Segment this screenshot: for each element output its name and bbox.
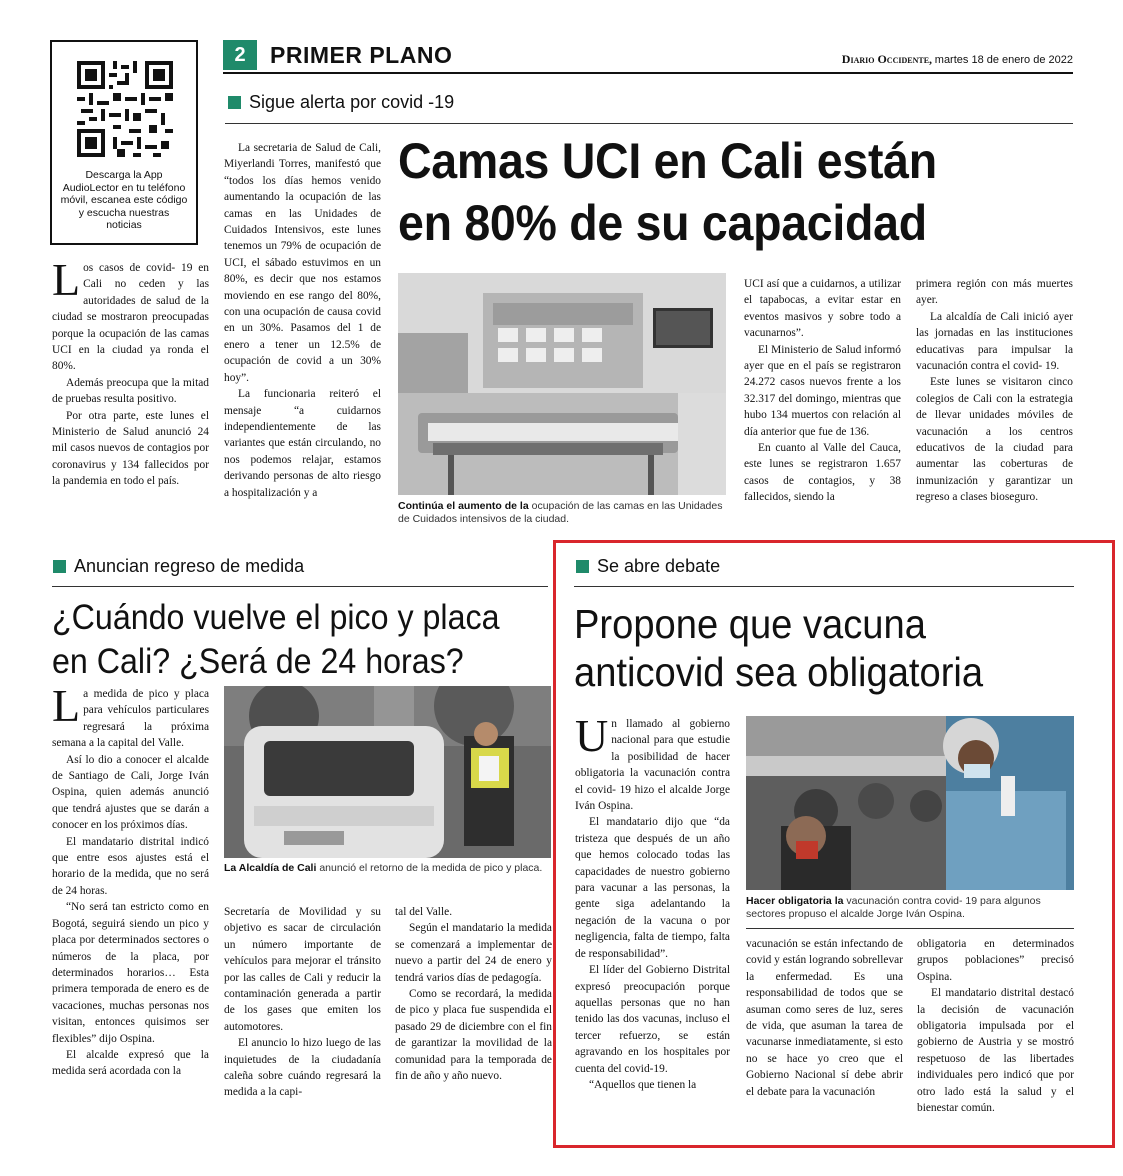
story3-caption-rest: vacunación contra covid- 19 para algunos sectores propuso el alcalde Jorge Iván Ospina. [746, 895, 1041, 920]
section-title: PRIMER PLANO [270, 42, 453, 68]
story2-col2 [224, 904, 381, 1101]
story3-col3-p1: obligatoria en determinados grupos poblaciones” precisó Ospina. [917, 938, 1074, 983]
story3-caption-bold: Hacer obligatoria la [746, 895, 844, 907]
story3-col3 [917, 936, 1074, 1116]
story2-col2-p2: El anuncio lo hizo luego de las inquietudes de la ciudadanía caleña sobre cuándo regresará la medida a la capi- [224, 1037, 381, 1099]
story1-col1-p2: Además preocupa que la mitad de pruebas resulta positivo. [52, 376, 209, 406]
story1-col3-p2: El Ministerio de Salud informó ayer que en el país se registraron 24.272 casos nuevos frente a los 32.317 del domingo, mientras que hubo 134 muertos con relación al día anterior que fue de 136. [744, 343, 901, 438]
square-bullet-icon [576, 560, 589, 573]
story2-col1 [52, 680, 209, 1080]
header-rule [223, 72, 1073, 74]
story2-dropcap: L [52, 680, 81, 731]
story2-headline [52, 596, 499, 684]
story3-col3-p2: El mandatario distrital destacó la decisión de vacunación obligatoria impulsada por el gobierno de Austria y se mostró respetuoso de las libertades individuales pero indicó que por otro lado está la salud y el bienestar común. [917, 987, 1074, 1115]
story3-col2-p1: vacunación se están infectando de covid y están logrando sobrellevar la enfermedad. Es una responsabilidad de todos que se asuman como seres de luz, seres de vida, que asuman la tarea de vacunarse inmediatamente, si esto no se hace yo creo que el Gobierno Nacional sí debe abrir el debate para la vacunación [746, 938, 903, 1098]
story1-kicker [228, 92, 454, 113]
vaccination-image [746, 716, 1074, 890]
story2-col1-p2: Así lo dio a conocer el alcalde de Santiago de Cali, Jorge Iván Ospina, quien además anunció que tendrá ajustes que se darán a conocer en los próximos días. [52, 753, 209, 832]
story2-caption-rest: anunció el retorno de la medida de pico y placa. [316, 862, 543, 874]
story1-kicker-text: Sigue alerta por covid -19 [249, 92, 455, 112]
qr-caption: Descarga la App AudioLector en tu teléfono móvil, escanea este código y escucha nuestras noticias [60, 169, 188, 231]
story2-kicker-rule [52, 586, 548, 587]
square-bullet-icon [228, 96, 241, 109]
story1-photo-caption [398, 500, 728, 526]
story2-col1-p4: “No será tan estricto como en Bogotá, seguirá siendo un pico y placa por determinados sectores o números de la placa, por determinados horarios… Esta primera temporada de enero es de vacaciones, muchas personas nos visitan, entonces quisimos ser flexibles” dijo Ospina. [52, 901, 209, 1045]
story2-col3-p3: Como se recordará, la medida de pico y placa fue suspendida el pasado 29 de diciembre con el fin de garantizar la movilidad de la comunidad para la temporada de fin de año y año nuevo. [395, 988, 552, 1083]
story3-photo-caption [746, 895, 1076, 921]
story2-photo-caption [224, 862, 552, 875]
story1-dropcap: L [52, 254, 81, 305]
square-bullet-icon [53, 560, 66, 573]
story1-photo [398, 273, 726, 495]
story2-col1-p3: El mandatario distrital indicó que entre esos ajustes está el horario de la medida, que no será de 24 horas. [52, 835, 209, 897]
qr-box [50, 40, 198, 245]
story3-col1-p2: El mandatario dijo que “da tristeza que después de un año que hemos colocado todas las capacidades de nuestro gobierno para vacunar a las personas, la gente siga adelantando la negación de la vacuna o por negligencia, falta de tiempo, falta de responsabilidad”. [575, 816, 730, 960]
story1-headline [398, 130, 937, 254]
story3-kicker [576, 556, 720, 577]
hospital-bed-image [398, 273, 726, 495]
story1-col4-p2: La alcaldía de Cali inició ayer las jornadas en las instituciones educativas para impulsar la vacunación contra el covid- 19. [916, 310, 1073, 373]
story1-col1-p3: Por otra parte, este lunes el Ministerio de Salud anunció 24 mil casos nuevos de contagios por coronavirus y 134 fallecidos por la pandemia en todo el país. [52, 409, 209, 488]
story3-col1 [575, 710, 730, 1093]
story3-col1-p4: “Aquellos que tienen la [589, 1078, 697, 1091]
story3-col2 [746, 936, 903, 1100]
story2-col3-p1: tal del Valle. [395, 906, 453, 918]
story1-col3 [744, 276, 901, 506]
story2-kicker-text: Anuncian regreso de medida [74, 556, 305, 576]
story3-headline-line2: anticovid sea obligatoria [574, 649, 984, 695]
story2-kicker [53, 556, 304, 577]
page-number-badge [223, 40, 257, 70]
story1-col2-p2: La funcionaria reiteró el mensaje “a cuidarnos independientemente de las variantes que están circulando, no nos podemos relajar, estamos derivando personas de alto riesgo a hospitalización y a [224, 388, 381, 499]
masthead-dateline [770, 52, 1073, 67]
story1-col3-p1: UCI así que a cuidarnos, a utilizar el tapabocas, a evitar estar en eventos masivos y sobre todo a vacunarnos”. [744, 278, 901, 340]
story1-col4-p1: primera región con más muertes ayer. [916, 278, 1073, 307]
story1-headline-line1: Camas UCI en Cali están [398, 133, 937, 189]
story1-caption-rest: ocupación de las camas en las Unidades de Cuidados intensivos de la ciudad. [398, 500, 723, 525]
qr-code-icon [77, 54, 173, 164]
story1-col4-p3: Este lunes se visitaron cinco colegios de Cali con la estrategia de llevar unidades móviles de vacunación a los centros educativos de la ciudad para aumentar las coberturas de inmunización y garantizar un regreso a clases bioseguro. [916, 376, 1073, 504]
story2-col1-p5: El alcalde expresó que la medida será acordada con la [52, 1048, 209, 1078]
story1-col1-p1: os casos de covid- 19 en Cali no ceden y las autoridades de salud de la ciudad se mostraron preocupadas porque la ocupación de las camas UCI en la ciudad ya ronda el 80%. [52, 262, 209, 373]
story2-col1-p1: a medida de pico y placa para vehículos particulares regresará la próxima semana a la capital del Valle. [52, 688, 209, 750]
story1-col3-p3: En cuanto al Valle del Cauca, este lunes se registraron 1.657 casos de contagios, y 38 fallecidos, siendo la [744, 442, 901, 504]
story3-photo [746, 716, 1074, 890]
traffic-police-image [224, 686, 551, 858]
story3-col1-p1: n llamado al gobierno nacional para que estudie la posibilidad de hacer obligatoria la vacunación contra el covid- 19 hizo el alcalde Jorge Iván Ospina. [575, 718, 730, 813]
paper-name: Diario Occidente, [841, 52, 933, 66]
story1-col2 [224, 140, 381, 501]
story2-col3 [395, 904, 552, 1084]
story2-headline-line1: ¿Cuándo vuelve el pico y placa [52, 598, 500, 637]
page-number: 2 [234, 44, 246, 66]
story3-kicker-rule [574, 586, 1074, 587]
story1-caption-bold: Continúa el aumento de la [398, 500, 529, 512]
story3-caption-rule [746, 928, 1074, 929]
story1-col2-p1: La secretaria de Salud de Cali, Miyerlandi Torres, manifestó que “todos los días hemos venido aumentando la ocupación de las camas en las Unidades de Cuidados Intensivos, este lunes tenemos un 79% de ocupación de UCI, el sábado estuvimos en un 80%, es decir que nos estamos moviendo en ese rango del 80%, con una ocupación de causa covid en un 30%. Pasamos del 1 de enero a tener un 12.5% de ocupación de covid a un 30% hoy”. [224, 142, 381, 384]
story1-col1 [52, 254, 209, 490]
story2-photo [224, 686, 551, 858]
date: martes 18 de enero de 2022 [934, 54, 1073, 66]
story2-headline-line2: en Cali? ¿Será de 24 horas? [52, 642, 464, 681]
story1-kicker-rule [225, 123, 1073, 124]
story2-col2-p1: Secretaría de Movilidad y su objetivo es sacar de circulación un número importante de vehículos para mejorar el tránsito por las calles de Cali y reducir la contaminación generada a partir de los gases que emiten los automotores. [224, 906, 381, 1033]
story3-headline [574, 600, 983, 696]
story3-dropcap: U [575, 710, 609, 761]
story2-caption-bold: La Alcaldía de Cali [224, 862, 317, 874]
story3-headline-line1: Propone que vacuna [574, 601, 926, 647]
story3-kicker-text: Se abre debate [597, 556, 721, 576]
story1-col4 [916, 276, 1073, 506]
story1-headline-line2: en 80% de su capacidad [398, 195, 927, 251]
story3-col1-p3: El líder del Gobierno Distrital expresó preocupación porque aquellas personas que no han tenido las dos vacunas, incluso el tercer refuerzo, se están agravando en los hospitales por cuenta del covid-19. [575, 964, 730, 1075]
story2-col3-p2: Según el mandatario la medida se comenzará a implementar de nuevo a partir del 24 de enero y tendrá varios días de pedagogía. [395, 922, 552, 984]
